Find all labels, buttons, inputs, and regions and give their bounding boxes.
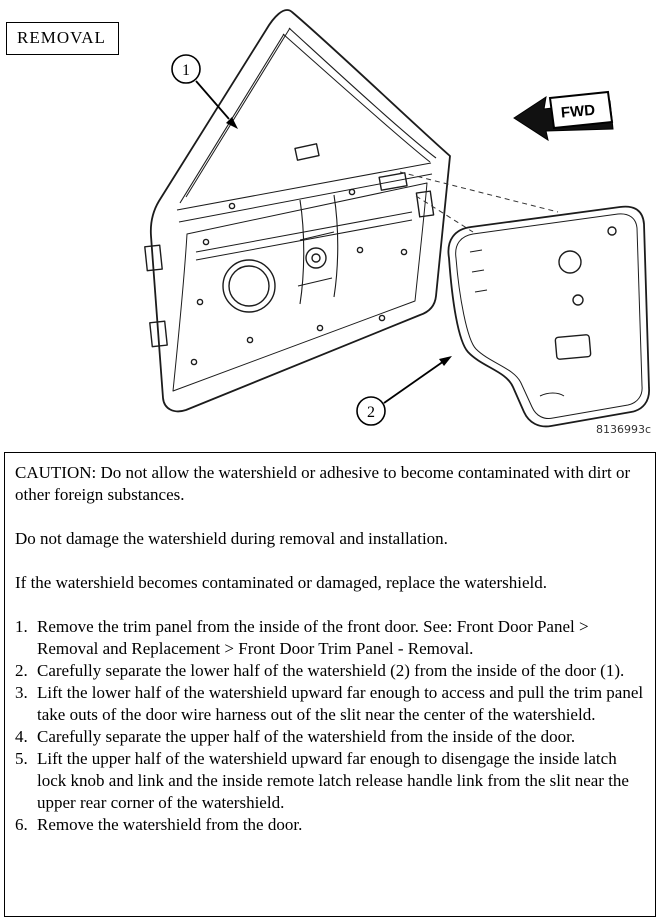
fwd-arrow	[514, 92, 613, 140]
step-item	[15, 616, 647, 660]
step-text: Carefully separate the upper half of the watershield from the inside of the door.	[37, 727, 576, 746]
callout-2-number: 2	[367, 404, 375, 421]
fwd-label: FWD	[560, 101, 596, 122]
procedure-steps	[15, 616, 647, 836]
door-watershield-figure	[0, 0, 656, 450]
projection-lines	[400, 172, 558, 232]
callout-2	[357, 356, 452, 425]
watershield-illustration	[448, 207, 649, 427]
step-number: 5.	[15, 749, 28, 768]
step-item	[15, 748, 647, 814]
caution-text: CAUTION: Do not allow the watershield or adhesive to become contaminated with dirt or other foreign substances.	[15, 463, 631, 504]
step-number: 1.	[15, 617, 28, 636]
step-text: Carefully separate the lower half of the watershield (2) from the inside of the door (1).	[37, 661, 625, 680]
step-text: Lift the lower half of the watershield upward far enough to access and pull the trim panel take outs of the door wire harness out of the slit near the center of the watershield.	[37, 683, 644, 724]
step-number: 4.	[15, 727, 28, 746]
removal-heading: REMOVAL	[6, 22, 119, 55]
step-text: Remove the trim panel from the inside of the front door. See: Front Door Panel > Removal and Replacement > Front Door Trim Panel - Removal.	[37, 617, 589, 658]
step-number: 6.	[15, 815, 28, 834]
procedure-text-block	[4, 452, 656, 917]
warning-paragraph-2: If the watershield becomes contaminated or damaged, replace the watershield.	[15, 573, 547, 592]
step-item	[15, 814, 647, 836]
step-item	[15, 726, 647, 748]
step-number: 3.	[15, 683, 28, 702]
figure-code: 8136993c	[596, 423, 652, 436]
warning-paragraph-1: Do not damage the watershield during removal and installation.	[15, 529, 448, 548]
step-item	[15, 660, 647, 682]
callout-1-number: 1	[182, 62, 190, 79]
step-number: 2.	[15, 661, 28, 680]
step-item	[15, 682, 647, 726]
step-text: Lift the upper half of the watershield upward far enough to disengage the inside latch lock knob and link and the inside remote latch release handle link from the slit near the upper rear corner of the watershield.	[37, 749, 629, 812]
step-text: Remove the watershield from the door.	[37, 815, 303, 834]
